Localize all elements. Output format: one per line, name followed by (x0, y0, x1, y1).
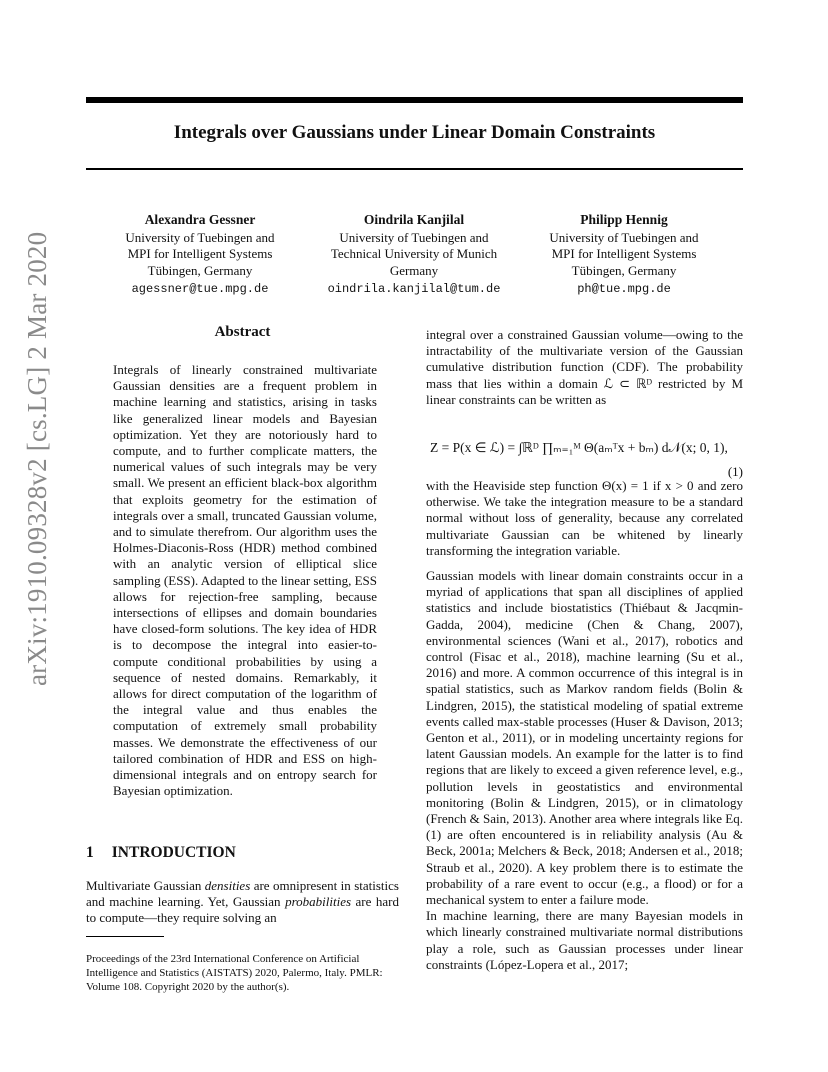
author-affiliation: MPI for Intelligent Systems (127, 246, 273, 261)
title-rule-top (86, 97, 743, 103)
author-name: Philipp Hennig (580, 212, 668, 227)
author-block-2 (314, 212, 514, 298)
section-heading (86, 844, 236, 862)
arxiv-stamp: arXiv:1910.09328v2 [cs.LG] 2 Mar 2020 (22, 231, 52, 686)
abstract-text: Integrals of linearly constrained multivariate Gaussian densities are a frequent problem in machine learning and statistics, arising in tasks like generalized linear models and Bayesian optimization. Yet they are notoriously hard to compute, and to further complicate matters, the numerical values of such integrals may be very small. We present an efficient black-box algorithm that exploits geometry for the estimation of integrals over a small, truncated Gaussian volume, and to simulate therefrom. Our algorithm uses the Holmes-Diaconis-Ross (HDR) method combined with an analytic version of elliptical slice sampling (ESS). Adapted to the linear setting, ESS allows for rejection-free sampling, because intersections of ellipses and domain boundaries have closed-form solutions. The key idea of HDR is to decompose the integral into easier-to-compute conditional probabilities by using a sequence of nested domains. Remarkably, it allows for direct computation of the logarithm of the integral value and thus enables the computation of extremely small probability masses. We demonstrate the effectiveness of our tailored combination of HDR and ESS on high-dimensional integrals and on entropy search for Bayesian optimization. (113, 362, 377, 799)
author-affiliation: University of Tuebingen and (549, 229, 699, 245)
section-title: INTRODUCTION (111, 844, 236, 861)
paragraph: In machine learning, there are many Bayesian models in which linearly constrained multivariate normal distributions play a role, such as Gaussian processes under linear constraints (López-Lopera et al., 2017; (426, 908, 743, 972)
section-number: 1 (86, 844, 94, 861)
abstract-heading: Abstract (214, 324, 271, 340)
intro-emphasis: probabilities (285, 894, 352, 910)
author-affiliation: Technical University of Munich (330, 246, 498, 261)
right-column (426, 327, 743, 408)
author-name: Alexandra Gessner (144, 212, 256, 227)
equation: Z = P(x ∈ ℒ) = ∫ℝᴰ ∏ₘ₌₁ᴹ Θ(aₘᵀx + bₘ) d𝒩(x; 0, 1), (430, 440, 728, 455)
intro-text: are omnipresent in statistics and machine learning. Yet, Gaussian (86, 878, 399, 910)
author-block-1 (110, 212, 290, 298)
author-name: Oindrila Kanjilal (363, 212, 465, 227)
author-affiliation: Tübingen, Germany (147, 262, 253, 278)
equation-number: (1) (727, 464, 743, 479)
intro-text: Multivariate Gaussian (86, 878, 205, 893)
paragraph: with the Heaviside step function Θ(x) = 1 if x > 0 and zero otherwise. We take the integration measure to be a standard normal without loss of generality, because any correlated multivariate Gaussian can be whitened by linearly transforming the integration variable. (426, 478, 743, 558)
paper-title: Integrals over Gaussians under Linear Domain Constraints (173, 122, 656, 143)
footnote: Proceedings of the 23rd International Conference on Artificial Intelligence and Statistics (AISTATS) 2020, Palermo, Italy. PMLR: Volume 108. Copyright 2020 by the author(s). (86, 953, 383, 993)
paragraph: integral over a constrained Gaussian volume—owing to the intractability of the multivariate version of the Gaussian cumulative distribution function (CDF). The probability mass that lies within a domain ℒ ⊂ ℝᴰ restricted by M linear constraints can be written as (426, 327, 743, 407)
author-affiliation: Tübingen, Germany (571, 262, 677, 278)
author-email[interactable]: oindrila.kanjilal@tum.de (327, 282, 501, 296)
author-affiliation: University of Tuebingen and (339, 229, 489, 245)
intro-text: are hard to compute—they require solving an (86, 894, 400, 926)
footnote-rule (86, 936, 164, 937)
intro-paragraph (86, 878, 399, 927)
right-column-continued (426, 478, 743, 973)
author-affiliation: Germany (389, 262, 439, 278)
author-block-3 (534, 212, 714, 298)
intro-emphasis: densities (204, 878, 251, 893)
paragraph: Gaussian models with linear domain constraints occur in a myriad of applications that span all disciplines of applied statistics and include biostatistics (Thiébaut & Jacqmin-Gadda, 2004), medicine (Chen & Chang, 2007), environmental sciences (Wani et al., 2017), robotics and control (Fisac et al., 2018), machine learning (Su et al., 2016) and more. A common occurrence of this integral is in spatial statistics, such as Markov random fields (Bolin & Lindgren, 2015), the statistical modeling of spatial extreme events called max-stable processes (Huser & Davison, 2013; Genton et al., 2011), or in modeling uncertainty regions for latent Gaussian models. An example for the latter is to find regions that are likely to exceed a given reference level, e.g., pollution levels in geostatistics and environmental monitoring (Bolin & Lindgren, 2015), or in climatology (French & Sain, 2013). Another area where integrals like Eq. (1) are often encountered is in reliability analysis (Au & Beck, 2001a; Melchers & Beck, 2018; Andersen et al., 2018; Straub et al., 2020). A key problem there is to estimate the probability of a rare event to occur (e.g., a flood) or for a mechanical system to enter a failure mode. (426, 568, 743, 908)
equation-1 (426, 420, 743, 480)
author-email[interactable]: ph@tue.mpg.de (577, 282, 671, 296)
title-rule-bottom (86, 168, 743, 170)
author-affiliation: MPI for Intelligent Systems (551, 246, 697, 261)
author-affiliation: University of Tuebingen and (125, 229, 275, 245)
author-email[interactable]: agessner@tue.mpg.de (131, 282, 269, 296)
